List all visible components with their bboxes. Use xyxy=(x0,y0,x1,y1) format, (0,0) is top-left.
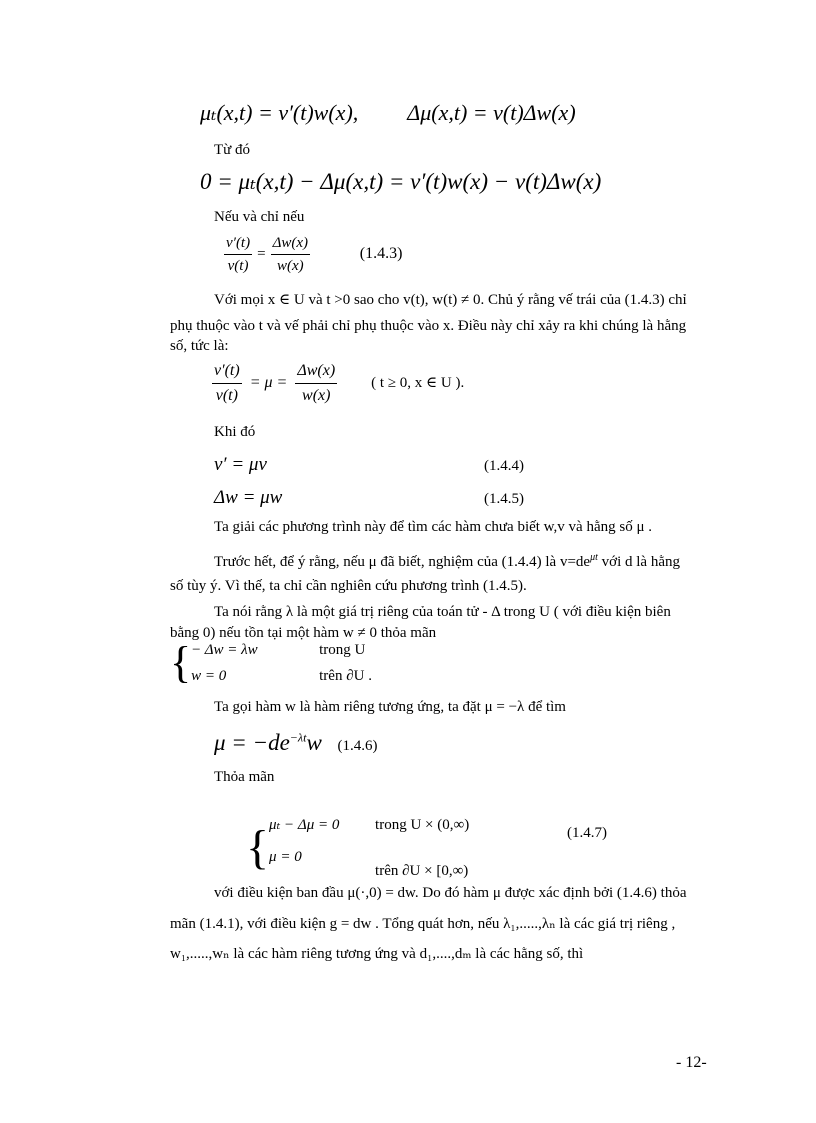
equation-zero: 0 = μₜ(x,t) − Δμ(x,t) = v′(t)w(x) − v(t)Δw(x) xyxy=(200,169,602,194)
equation-number: (1.4.7) xyxy=(567,825,607,841)
equation-left: μₜ(x,t) = v′(t)w(x), xyxy=(200,100,359,125)
equation-system-eigen: { − Δw = λw trong U w = 0 trên ∂U . xyxy=(170,638,372,688)
text-thoa-man: Thỏa mãn xyxy=(214,769,275,785)
equation-1-4-3: $\frac{v'(t)}{v(t)}$ = $\frac{\Delta w(x)}{w(x)}$ (1.4.3) xyxy=(224,233,402,277)
equation-system-heat: { μₜ − Δμ = 0 trong U × (0,∞) μ = 0 trên ∂U × [0,∞) xyxy=(246,817,470,880)
paragraph-line: w₁,.....,wₙ là các hàm riêng tương ứng và d₁,....,dₘ là các hằng số, thì xyxy=(170,946,584,962)
left-brace: { xyxy=(246,821,270,875)
condition: ( t ≥ 0, x ∈ U ). xyxy=(371,374,465,391)
equation-right: Δμ(x,t) = v(t)Δw(x) xyxy=(407,100,576,125)
equation-1-4-5: Δw = μw xyxy=(214,487,283,508)
text-tu-do: Từ đó xyxy=(214,142,251,158)
fraction-left: $\frac{v'(t)}{v(t)}$ xyxy=(226,235,251,275)
paragraph-line: với điều kiện ban đầu μ(·,0) = dw. Do đó hàm μ được xác định bởi (1.4.6) thỏa xyxy=(214,885,687,901)
paragraph-line: Ta gọi hàm w là hàm riêng tương ứng, ta đặt μ = −λ để tìm xyxy=(214,699,566,715)
fraction-right: $\frac{\Delta w(x)}{w(x)}$ xyxy=(272,235,309,275)
equation-1-4-6: $\mu = -de^{-\lambda t}w$ (1.4.6) xyxy=(214,730,378,755)
equation-1-4-4: v′ = μv xyxy=(214,454,267,475)
mu-middle: = μ = xyxy=(249,373,288,391)
fraction-left: $\frac{v'(t)}{v(t)}$ xyxy=(214,362,240,404)
paragraph-line: bằng 0) nếu tồn tại một hàm w ≠ 0 thỏa mãn xyxy=(170,625,437,641)
left-brace: { xyxy=(170,638,192,688)
paragraph-line: số tùy ý. Vì thế, ta chỉ cần nghiên cứu phương trình (1.4.5). xyxy=(170,578,527,594)
text-neu-va-chi-neu: Nếu và chỉ nếu xyxy=(214,209,305,225)
equation-number: (1.4.5) xyxy=(484,491,524,507)
equation-mu-t xyxy=(200,98,576,128)
text-khi-do: Khi đó xyxy=(214,424,256,440)
paragraph-line: Ta nói rằng λ là một giá trị riêng của toán tử - Δ trong U ( với điều kiện biên xyxy=(214,604,671,620)
paragraph-line: Trước hết, để ý rằng, nếu μ đã biết, nghiệm của (1.4.4) là $v=de^{\mu t}$ với d là hằng xyxy=(214,552,680,570)
paragraph-line: Ta giải các phương trình này để tìm các hàm chưa biết w,v và hằng số μ . xyxy=(214,519,652,535)
paragraph-line: mãn (1.4.1), với điều kiện g = dw . Tổng quát hơn, nếu λ₁,.....,λₙ là các giá trị riêng , xyxy=(170,916,676,932)
paragraph-line: số, tức là: xyxy=(170,338,229,354)
fraction-right: $\frac{\Delta w(x)}{w(x)}$ xyxy=(297,362,336,404)
equation-number: (1.4.3) xyxy=(359,245,403,263)
paragraph-line: phụ thuộc vào t và vế phải chỉ phụ thuộc vào x. Điều này chỉ xảy ra khi chúng là hằng xyxy=(170,318,687,334)
equation-number: (1.4.4) xyxy=(484,458,524,474)
equation-separation-constant xyxy=(212,360,464,406)
page-number: - 12- xyxy=(676,1054,707,1071)
paragraph-line: Với mọi x ∈ U và t >0 sao cho v(t), w(t) ≠ 0. Chủ ý rằng vế trái của (1.4.3) chỉ xyxy=(214,292,687,308)
